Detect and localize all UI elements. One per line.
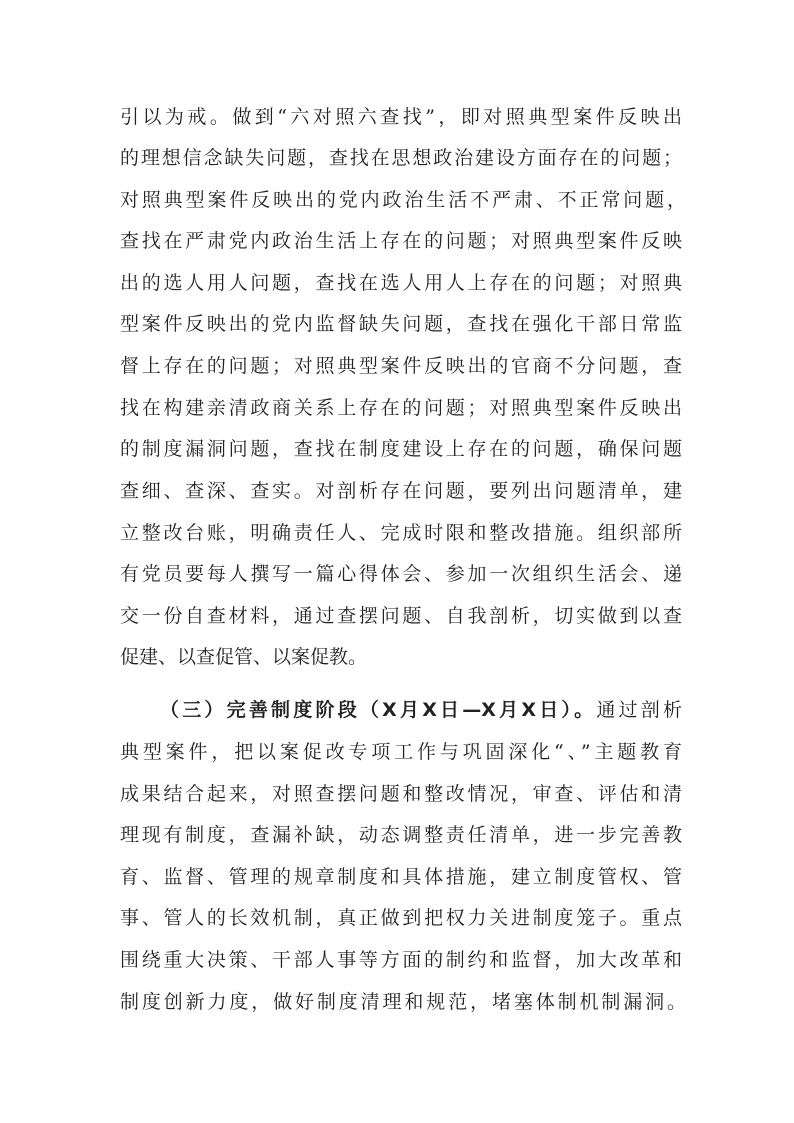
paragraph-line: 成果结合起来，对照查摆问题和整改情况，审查、评估和清 (120, 783, 682, 805)
paragraph-line: 制度创新力度，做好制度清理和规范，堵塞体制机制漏洞。 (120, 991, 686, 1013)
paragraph-line: 立整改台账，明确责任人、完成时限和整改措施。组织部所 (120, 522, 682, 544)
paragraph-line: 型案件反映出的党内监督缺失问题，查找在强化干部日常监 (120, 313, 682, 335)
paragraph-line: 找在构建亲清政商关系上存在的问题；对照典型案件反映出 (120, 397, 682, 419)
section-heading: （三）完善制度阶段（X月X日—X月X日）。 (160, 699, 597, 721)
paragraph-line: 引以为戒。做到“六对照六查找”，即对照典型案件反映出 (120, 106, 682, 128)
paragraph-line: 育、监督、管理的规章制度和具体措施，建立制度管权、管 (120, 866, 682, 888)
paragraph-line: 出的选人用人问题，查找在选人用人上存在的问题；对照典 (120, 272, 682, 294)
section-heading-line (160, 690, 682, 730)
paragraph-line: 的理想信念缺失问题，查找在思想政治建设方面存在的问题； (120, 147, 682, 169)
paragraph-line: 查细、查深、查实。对剖析存在问题，要列出问题清单，建 (120, 480, 682, 502)
paragraph-line: 理现有制度，查漏补缺，动态调整责任清单，进一步完善教 (120, 824, 682, 846)
paragraph-line: 的制度漏洞问题，查找在制度建设上存在的问题，确保问题 (120, 438, 682, 460)
paragraph-line: 交一份自查材料，通过查摆问题、自我剖析，切实做到以查 (120, 605, 682, 627)
paragraph-line: 典型案件，把以案促改专项工作与巩固深化“、”主题教育 (120, 741, 682, 763)
section-heading-rest: 通过剖析 (596, 699, 682, 721)
paragraph-line: 围绕重大决策、干部人事等方面的制约和监督，加大改革和 (120, 949, 682, 971)
paragraph-line: 有党员要每人撰写一篇心得体会、参加一次组织生活会、递 (120, 563, 682, 585)
paragraph-line: 查找在严肃党内政治生活上存在的问题；对照典型案件反映 (120, 230, 682, 252)
paragraph-line: 督上存在的问题；对照典型案件反映出的官商不分问题，查 (120, 355, 682, 377)
paragraph-line: 对照典型案件反映出的党内政治生活不严肃、不正常问题， (120, 189, 686, 211)
paragraph-line: 事、管人的长效机制，真正做到把权力关进制度笼子。重点 (120, 907, 682, 929)
paragraph-line: 促建、以查促管、以案促教。 (120, 646, 368, 668)
